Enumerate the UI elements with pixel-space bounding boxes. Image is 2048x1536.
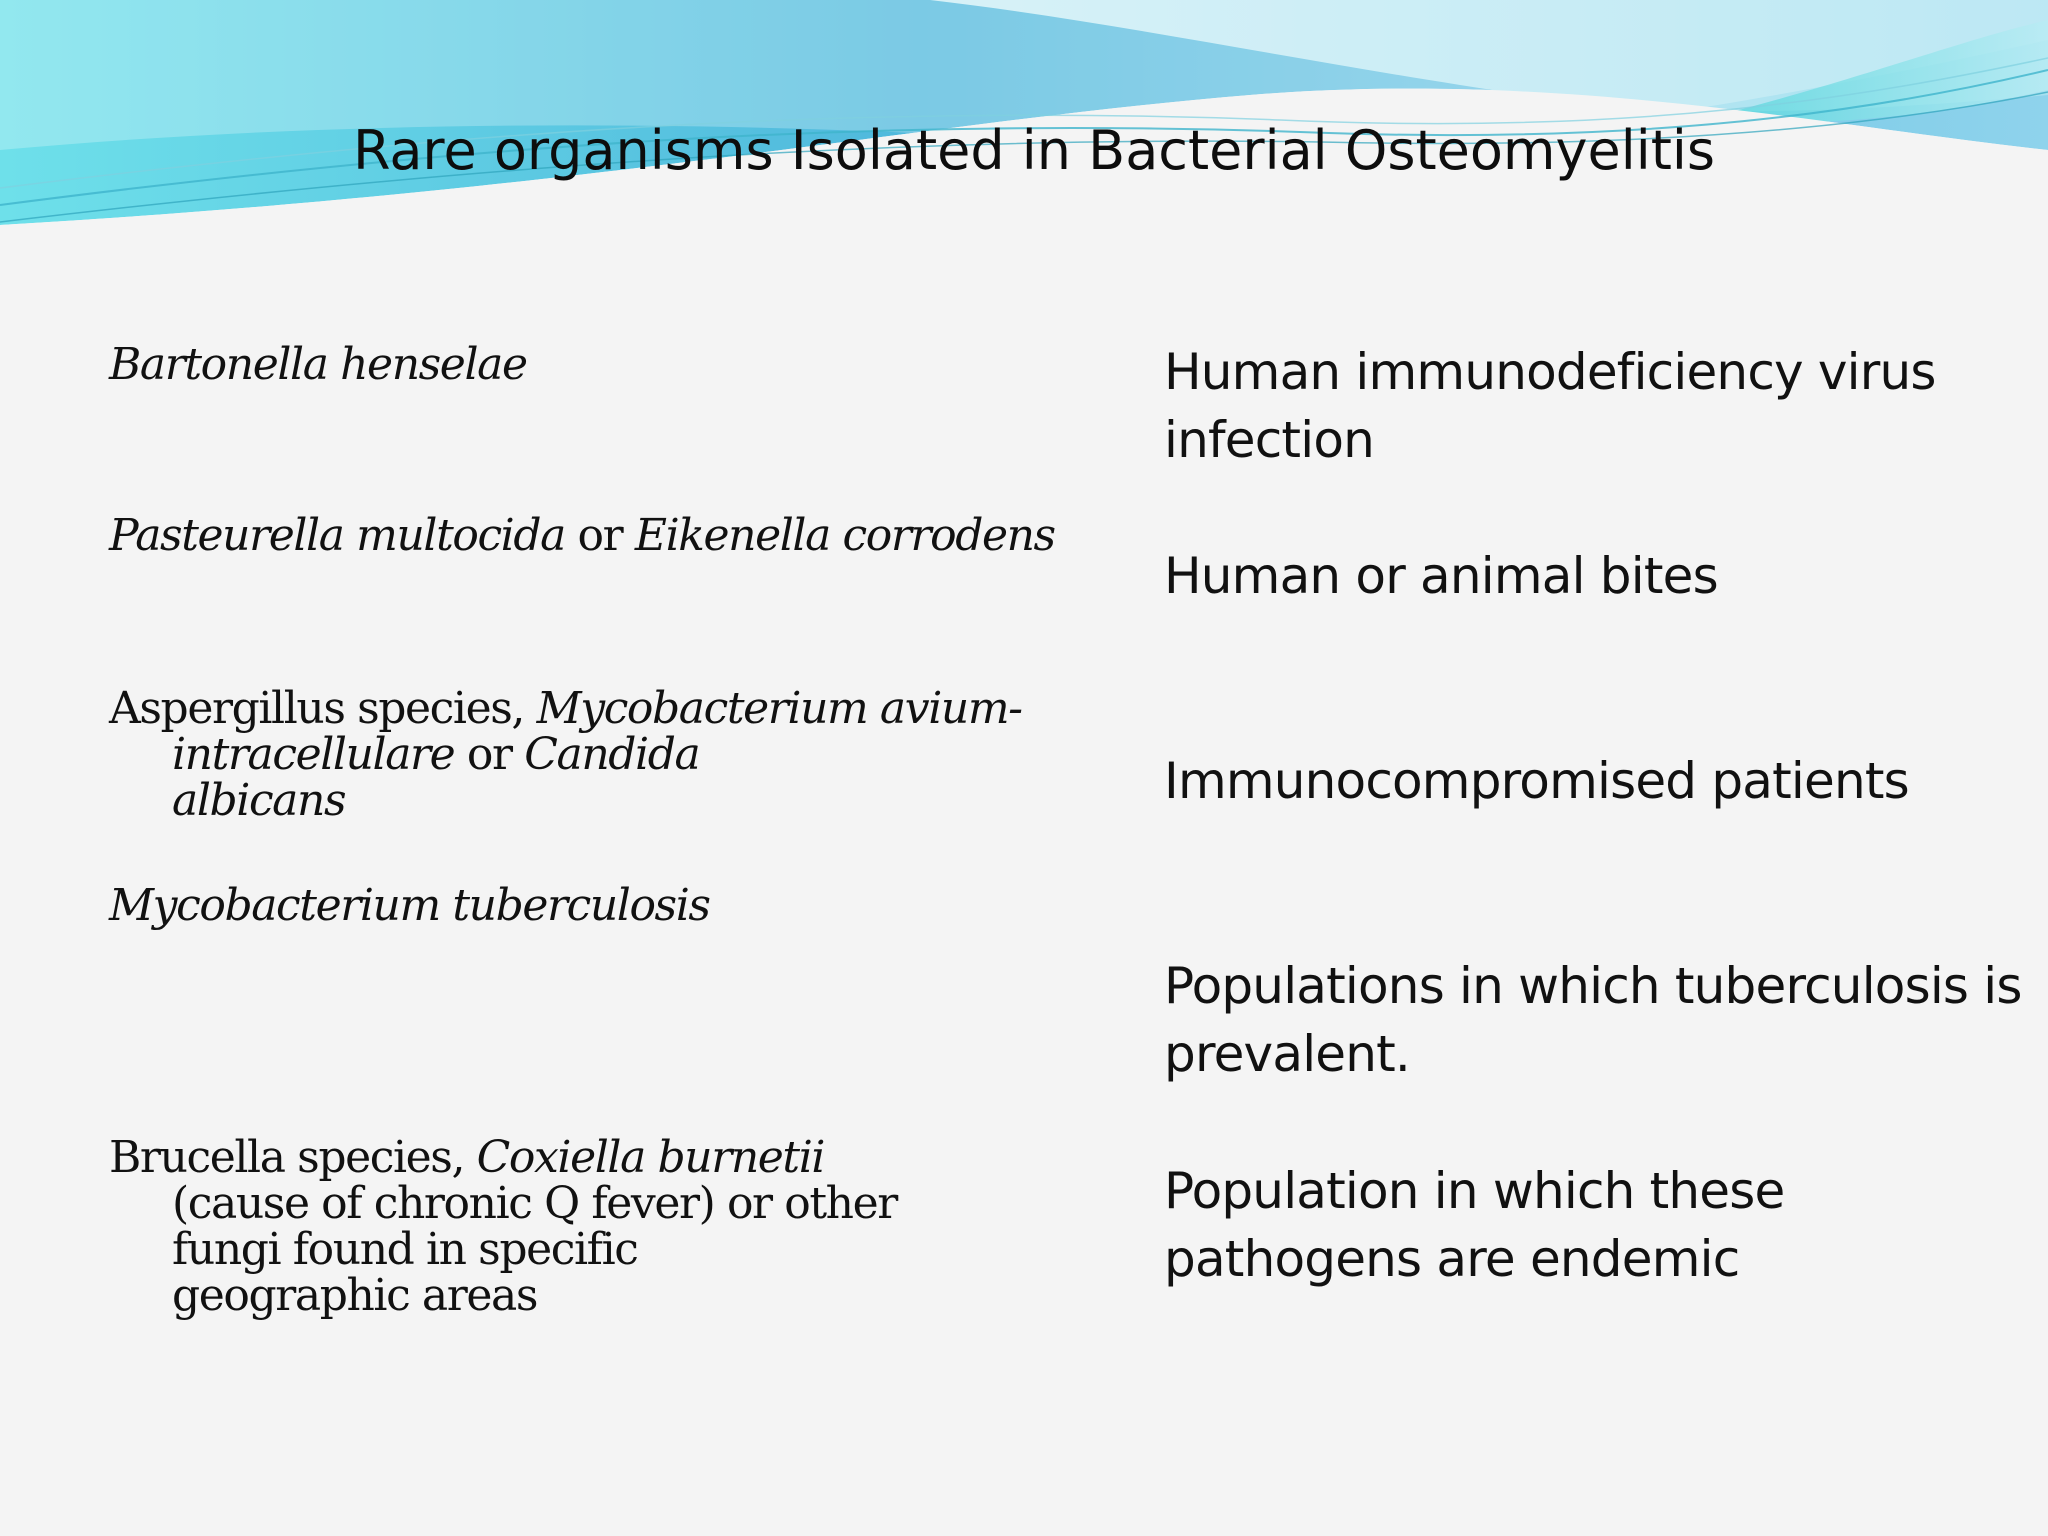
- organism-name-2: Eikenella corrodens: [634, 510, 1055, 561]
- organism-line-3: fungi found in specific: [172, 1224, 638, 1275]
- organism-joiner: or: [564, 510, 635, 561]
- organism-line-2: (cause of chronic Q fever) or other: [172, 1178, 897, 1229]
- organism-line-1: [109, 683, 1022, 734]
- condition-tuberculosis: Populations in which tuberculosis is prevalent.: [1164, 957, 2022, 1083]
- organism-plain-text: Aspergillus species,: [109, 683, 537, 734]
- organism-brucella-group: [109, 1132, 1149, 1321]
- organism-aspergillus-group: [109, 683, 1149, 826]
- organism-italic-text: Mycobacterium avium-: [536, 683, 1022, 734]
- organism-name: Mycobacterium tuberculosis: [109, 880, 710, 931]
- condition-hiv: Human immunodeficiency virus infection: [1164, 343, 1936, 469]
- organism-line-4: geographic areas: [172, 1270, 538, 1321]
- slide-title: Rare organisms Isolated in Bacterial Osteomyelitis: [353, 119, 1716, 182]
- condition-endemic: Population in which these pathogens are endemic: [1164, 1162, 1785, 1288]
- organism-line-2: [109, 729, 1149, 780]
- organism-plain-text: Brucella species,: [109, 1132, 477, 1183]
- condition-immunocompromised: Immunocompromised patients: [1164, 752, 1909, 810]
- organism-bartonella: [109, 339, 1149, 390]
- organism-line-1: [109, 1132, 824, 1183]
- organism-pasteurella-eikenella: [109, 510, 1149, 561]
- organism-plain-text: or: [454, 729, 525, 780]
- organism-mycobacterium-tb: [109, 880, 1149, 931]
- organism-name-1: Pasteurella multocida: [109, 510, 565, 561]
- organism-name: Bartonella henselae: [109, 339, 527, 390]
- organism-line-3: albicans: [172, 775, 346, 826]
- condition-bites: Human or animal bites: [1164, 547, 1718, 605]
- organism-italic-text: Coxiella burnetii: [476, 1132, 825, 1183]
- organism-italic-text: Candida: [524, 729, 700, 780]
- organism-italic-text: intracellulare: [172, 729, 455, 780]
